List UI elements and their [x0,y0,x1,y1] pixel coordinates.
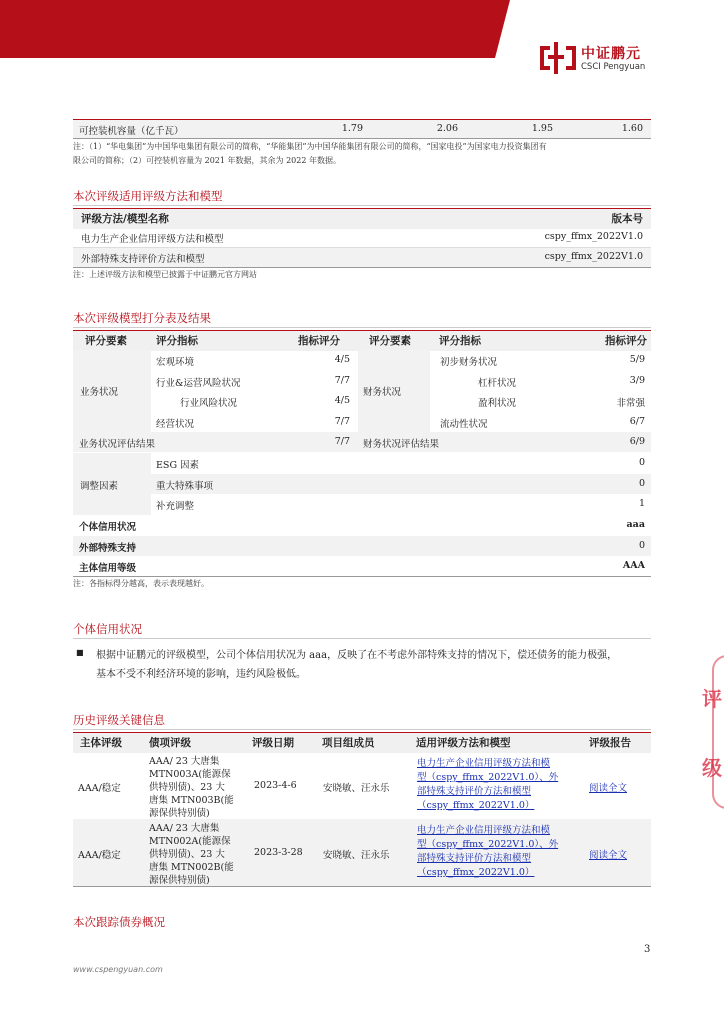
history-members: 安晓敏、汪永乐 [323,783,390,794]
summary-label: 主体信用等级 [79,563,137,574]
methods-note: 注：上述评级方法和模型已披露于中证鹏元官方网站 [73,270,257,279]
scoring-header: 评分要素 [369,335,411,347]
business-result-score: 7/7 [334,436,350,447]
financial-result-label: 财务状况评估结果 [363,439,440,450]
history-members: 安晓敏、汪永乐 [323,850,390,861]
summary-score: 0 [638,539,645,551]
history-bottom-rule [73,886,651,887]
brand-name-en: CSCI Pengyuan [581,62,646,72]
history-rating: AAA/稳定 [78,850,121,861]
footer-website: www.cspengyuan.com [73,965,163,974]
history-rating: AAA/稳定 [78,783,121,794]
adjust-row-bg [151,494,651,514]
capacity-bottom-line [73,138,651,139]
scoring-result-row [73,432,651,452]
history-bond-line: 供特别债)、23 大 [149,849,225,860]
summary-label: 外部特殊支持 [79,542,137,554]
scoring-right-indicator: 杠杆状况 [478,377,517,389]
brand-logo [540,42,710,78]
summary-row-bg [73,536,651,556]
methods-row-name: 外部特殊支持评价方法和模型 [81,254,205,265]
history-bond-line: AAA/ 23 大唐集 [149,756,220,767]
scoring-left-indicator: 行业&运营风险状况 [156,377,241,389]
methods-row [73,228,651,248]
scoring-left-score: 7/7 [334,374,350,386]
methods-row-version: cspy_ffmx_2022V1.0 [544,231,643,242]
history-bond-line: 源保供特别债) [149,875,210,886]
scoring-left-indicator: 行业风险状况 [180,398,238,409]
methods-header-version: 版本号 [611,213,643,225]
history-method-link[interactable]: 型（cspy_ffmx_2022V1.0）、外 [417,772,559,783]
history-header: 评级日期 [252,737,294,749]
scoring-adjust-label: 调整因素 [80,481,119,492]
scoring-section-title: 本次评级模型打分表及结果 [73,311,211,325]
business-result-label: 业务状况评估结果 [79,439,156,450]
summary-score: aaa [626,519,645,530]
history-bond-line: 唐集 MTN003B(能 [149,795,234,806]
seal-stamp-char: 评 [702,687,722,711]
scoring-note: 注：各指标得分越高，表示表现越好。 [73,579,209,588]
capacity-value: 1.60 [621,123,643,134]
history-method-link[interactable]: 电力生产企业信用评级方法和模 [417,825,551,836]
methods-row [73,248,651,268]
page-number: 3 [644,944,651,955]
scoring-right-score: 非常强 [616,398,645,409]
individual-text-line1: 根据中证鹏元的评级模型，公司个体信用状况为 aaa，反映了在不考虑外部特殊支持的情况下，偿还债务的能力极强， [96,650,618,661]
adjust-indicator: 补充调整 [156,501,195,513]
adjust-indicator: 重大特殊事项 [156,480,214,492]
logo-mark-icon [540,42,576,74]
history-header: 主体评级 [80,737,122,749]
history-bond-line: MTN003A(能源保 [149,769,231,780]
individual-text-line2: 基本不受不利经济环境的影响，违约风险极低。 [96,669,306,680]
scoring-left-indicator: 经营状况 [156,418,195,430]
adjust-score: 1 [638,498,645,510]
capacity-value: 2.06 [436,123,458,134]
scoring-header: 评分指标 [439,335,481,347]
history-method-link[interactable]: （cspy_ffmx_2022V1.0） [417,867,535,878]
capacity-value: 1.95 [531,123,553,134]
methods-row-name: 电力生产企业信用评级方法和模型 [81,234,224,245]
summary-row-bg [73,556,651,576]
history-header-row [73,732,651,753]
summary-row-bg [73,515,651,535]
methods-header-row [73,208,651,229]
history-method-link[interactable]: 型（cspy_ffmx_2022V1.0）、外 [417,839,559,850]
history-report-link[interactable]: 阅读全文 [589,783,628,794]
capacity-value: 1.79 [341,123,363,134]
capacity-row [73,120,651,138]
individual-title-rule [73,638,651,639]
scoring-business-label: 业务状况 [80,387,119,398]
individual-section-title: 个体信用状况 [73,622,142,636]
history-date: 2023-3-28 [254,847,303,858]
adjust-row-bg [151,474,651,494]
history-header: 债项评级 [149,737,191,749]
summary-label: 个体信用状况 [79,522,137,533]
scoring-header: 指标评分 [605,335,647,347]
seal-stamp-char: 级 [702,756,722,780]
scoring-right-score: 3/9 [629,374,645,386]
methods-title-rule [73,205,651,206]
individual-bullet: ■ [76,648,84,657]
methods-header-name: 评级方法/模型名称 [81,213,169,225]
scoring-left-indicator: 宏观环境 [156,357,195,368]
capacity-label: 可控装机容量（亿千瓦） [79,126,184,137]
adjust-row-bg [151,453,651,473]
seal-stamp-ring [712,655,724,809]
history-header: 项目组成员 [322,737,375,749]
methods-section-title: 本次评级适用评级方法和模型 [73,189,223,203]
history-bond-line: 唐集 MTN002B(能 [149,862,234,873]
history-method-link[interactable]: 部特殊支持评价方法和模型 [417,786,532,797]
summary-score: AAA [622,560,645,571]
history-method-link[interactable]: 部特殊支持评价方法和模型 [417,853,532,864]
history-bond-line: 供特别债)、23 大 [149,782,225,793]
history-bond-line: 源保供特别债) [149,808,210,819]
history-section-title: 历史评级关键信息 [73,713,165,727]
history-method-link[interactable]: 电力生产企业信用评级方法和模 [417,758,551,769]
history-report-link[interactable]: 阅读全文 [589,850,628,861]
history-header: 适用评级方法和模型 [416,737,511,749]
scoring-left-score: 4/5 [334,354,350,365]
adjust-indicator: ESG 因素 [156,460,200,471]
scoring-right-score: 5/9 [629,354,645,365]
scoring-title-rule [73,327,651,328]
capacity-note-line2: 限公司的简称；（2）可控装机容量为 2021 年数据，其余为 2022 年数据。 [73,156,341,165]
history-method-link[interactable]: （cspy_ffmx_2022V1.0） [417,800,535,811]
scoring-financial-label: 财务状况 [363,387,402,398]
methods-row-version: cspy_ffmx_2022V1.0 [544,251,643,262]
scoring-right-indicator: 流动性状况 [440,418,488,430]
scoring-header-row [73,330,651,351]
scoring-right-score: 6/7 [629,415,645,427]
tracking-section-title: 本次跟踪债券概况 [73,915,165,929]
capacity-note-line1: 注：（1）“华电集团”为中国华电集团有限公司的简称，“华能集团”为中国华能集团有限公司的简称，“国家电投”为国家电力投资集团有 [73,142,547,151]
scoring-right-indicator: 盈利状况 [478,398,517,409]
history-bond-line: MTN002A(能源保 [149,836,231,847]
scoring-right-indicator: 初步财务状况 [440,357,498,368]
adjust-score: 0 [638,457,645,468]
financial-result-score: 6/9 [629,436,645,447]
history-date: 2023-4-6 [254,780,297,791]
scoring-header: 评分要素 [85,335,127,347]
history-bond-line: AAA/ 23 大唐集 [149,823,220,834]
brand-name-cn: 中证鹏元 [581,46,641,62]
scoring-header: 指标评分 [298,335,340,347]
adjust-score: 0 [638,477,645,489]
history-header: 评级报告 [589,737,631,749]
scoring-left-score: 7/7 [334,415,350,427]
scoring-left-score: 4/5 [334,395,350,406]
history-title-rule [73,729,651,730]
scoring-header: 评分指标 [156,335,198,347]
